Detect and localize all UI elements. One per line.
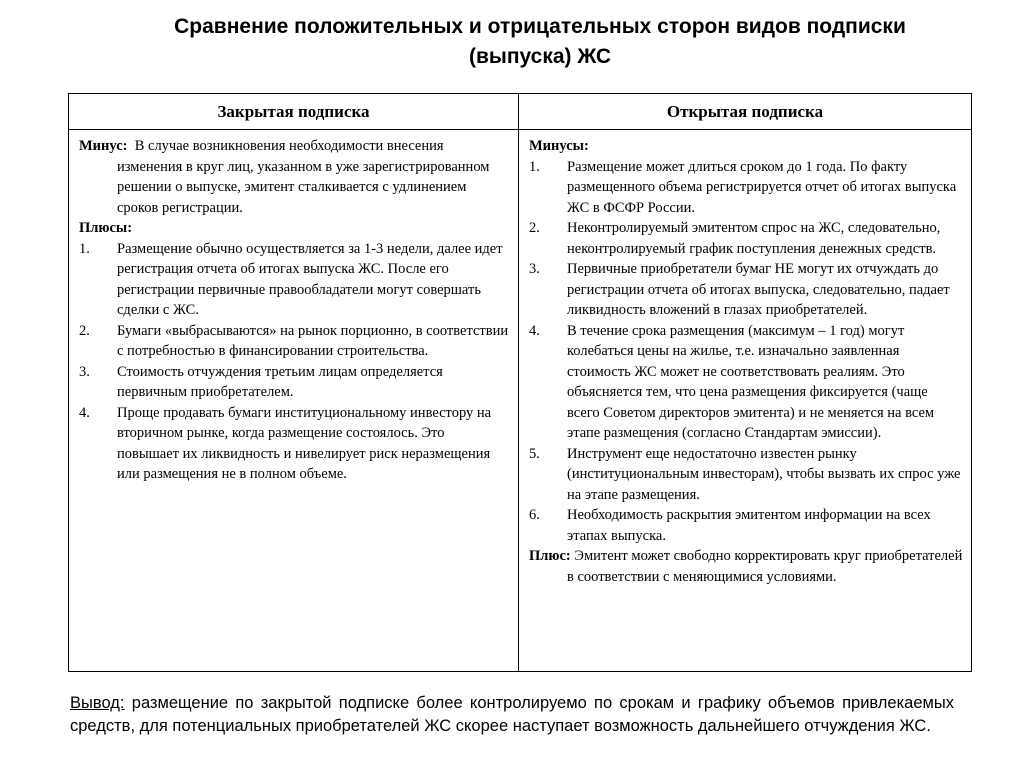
list-item: 3. Первичные приобретатели бумаг НЕ могут их отчуждать до регистрации отчета об итогах выпуска, следовательно, падает ликвидность вложений в глазах приобретателей. <box>529 261 950 318</box>
list-item: 1. Размещение обычно осуществляется за 1-3 недели, далее идет регистрация отчета об итогах выпуска ЖС. После его регистрации первичные правообладатели могут совершать сделки с ЖС. <box>79 240 503 318</box>
closed-subscription-cell <box>69 130 519 672</box>
list-item: 1. Размещение может длиться сроком до 1 года. По факту размещенного объема регистрируется отчет об итогах выпуска ЖС в ФСФР России. <box>529 158 957 216</box>
open-plus-text: Эмитент может свободно корректировать круг приобретателей в соответствии с меняющимися условиями. <box>567 548 963 585</box>
open-plus <box>529 546 963 587</box>
list-item: 5. Инструмент еще недостаточно известен рынку (институциональным инвесторам), чтобы вызвать их спрос уже на этапе размещения. <box>529 445 961 503</box>
title-line-1: Сравнение положительных и отрицательных сторон видов подписки <box>174 15 906 38</box>
conclusion <box>70 692 954 738</box>
header-open-subscription: Открытая подписка <box>519 94 972 130</box>
title-line-2: (выпуска) ЖС <box>469 45 611 68</box>
page-title <box>60 12 1020 72</box>
list-item: 3. Стоимость отчуждения третьим лицам определяется первичным приобретателем. <box>79 363 443 400</box>
conclusion-label: Вывод: <box>70 694 125 712</box>
list-item: 2. Неконтролируемый эмитентом спрос на ЖС, следовательно, неконтролируемый график поступления денежных средств. <box>529 220 941 257</box>
header-closed-subscription: Закрытая подписка <box>69 94 519 130</box>
list-item: 6. Необходимость раскрытия эмитентом информации на всех этапах выпуска. <box>529 507 931 544</box>
table-body-row <box>69 130 972 672</box>
list-item: 4. В течение срока размещения (максимум – 1 год) могут колебаться цены на жилье, т.е. изначально заявленная стоимость ЖС может не соответствовать реалиям. Это объясняется тем, что цена размещения фиксируется (чаще всего Советом директоров эмитента) и не меняется на всем этапе размещения (согласно Стандартам эмиссии). <box>529 322 935 441</box>
open-subscription-cell <box>519 130 972 672</box>
open-plus-label: Плюс: <box>529 548 571 564</box>
conclusion-text: размещение по закрытой подписке более контролируемо по срокам и графику объемов привлекаемых средств, для потенциальных приобретателей ЖС скорее наступает возможность дальнейшего отчуждения ЖС. <box>70 694 954 735</box>
list-item: 2. Бумаги «выбрасываются» на рынок порционно, в соответствии с потребностью в финансировании строительства. <box>79 322 509 359</box>
list-item: 4. Проще продавать бумаги институциональному инвестору на вторичном рынке, когда размещение состоялось. Это повышает их ликвидность и нивелирует риск неразмещения или размещения не в полном объеме. <box>79 404 492 482</box>
closed-minus <box>79 136 510 218</box>
table-header-row <box>69 94 972 130</box>
closed-minus-label: Минус: <box>79 138 128 154</box>
closed-plus-label: Плюсы: <box>79 220 133 236</box>
closed-minus-text: В случае возникновения необходимости внесения изменения в круг лиц, указанном в уже зарегистрированном решении о выпуске, эмитент сталкивается с удлинением сроков регистрации. <box>117 138 490 216</box>
comparison-table <box>68 93 972 672</box>
open-minus-label: Минусы: <box>529 138 589 154</box>
